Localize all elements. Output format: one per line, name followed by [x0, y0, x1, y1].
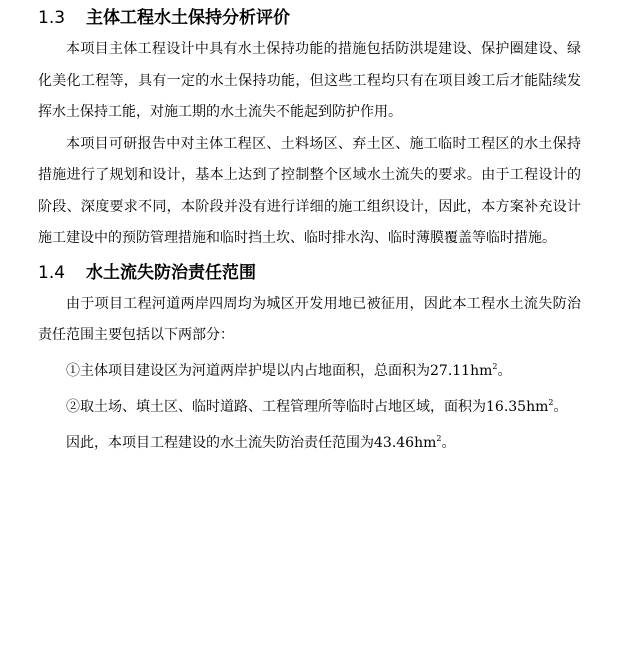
section-1-3-paragraph-1: 本项目主体工程设计中具有水土保持功能的措施包括防洪堤建设、保护圈建设、绿化美化工程等，具有一定的水土保持功能，但这些工程均只有在项目竣工后才能陆续发挥水土保持工能，对施工期的水土流失不能起到防护作用。	[38, 41, 581, 120]
conclusion-text: 因此，本项目工程建设的水土流失防治责任范围为43.46hm	[66, 434, 437, 451]
section-1-4-heading	[38, 257, 581, 289]
section-1-4-number: 1.4	[38, 262, 66, 283]
item-1-end: 。	[497, 362, 512, 379]
section-1-3-heading	[38, 2, 581, 34]
conclusion-superscript: 2	[436, 433, 442, 443]
section-1-4-title: 水土流失防治责任范围	[86, 262, 256, 283]
conclusion-end: 。	[441, 434, 456, 451]
section-1-3-title: 主体工程水土保持分析评价	[86, 8, 290, 28]
section-1-4-item-2	[38, 387, 581, 423]
item-1-superscript: 2	[492, 361, 498, 371]
section-1-3-paragraph-2: 本项目可研报告中对主体工程区、土料场区、弃土区、施工临时工程区的水土保持措施进行了规划和设计，基本上达到了控制整个区域水土流失的要求。由于工程设计的阶段、深度要求不同，本阶段并没有进行详细的施工组织设计，因此，本方案补充设计施工建设中的预防管理措施和临时挡土坎、临时排水沟、临时薄膜覆盖等临时措施。	[38, 135, 581, 246]
section-1-4-intro: 由于项目工程河道两岸四周均为城区开发用地已被征用，因此本工程水土流失防治责任范围主要包括以下两部分：	[38, 295, 581, 343]
item-2-text: ②取土场、填土区、临时道路、工程管理所等临时占地区域，面积为16.35hm	[66, 398, 549, 415]
item-1-text: ①主体项目建设区为河道两岸护堤以内占地面积，总面积为27.11hm	[66, 362, 493, 379]
section-1-4-conclusion	[38, 423, 581, 459]
section-1-3-number: 1.3	[38, 8, 66, 28]
item-2-superscript: 2	[548, 397, 554, 407]
section-1-4-item-1	[38, 351, 581, 387]
item-2-end: 。	[553, 398, 568, 415]
